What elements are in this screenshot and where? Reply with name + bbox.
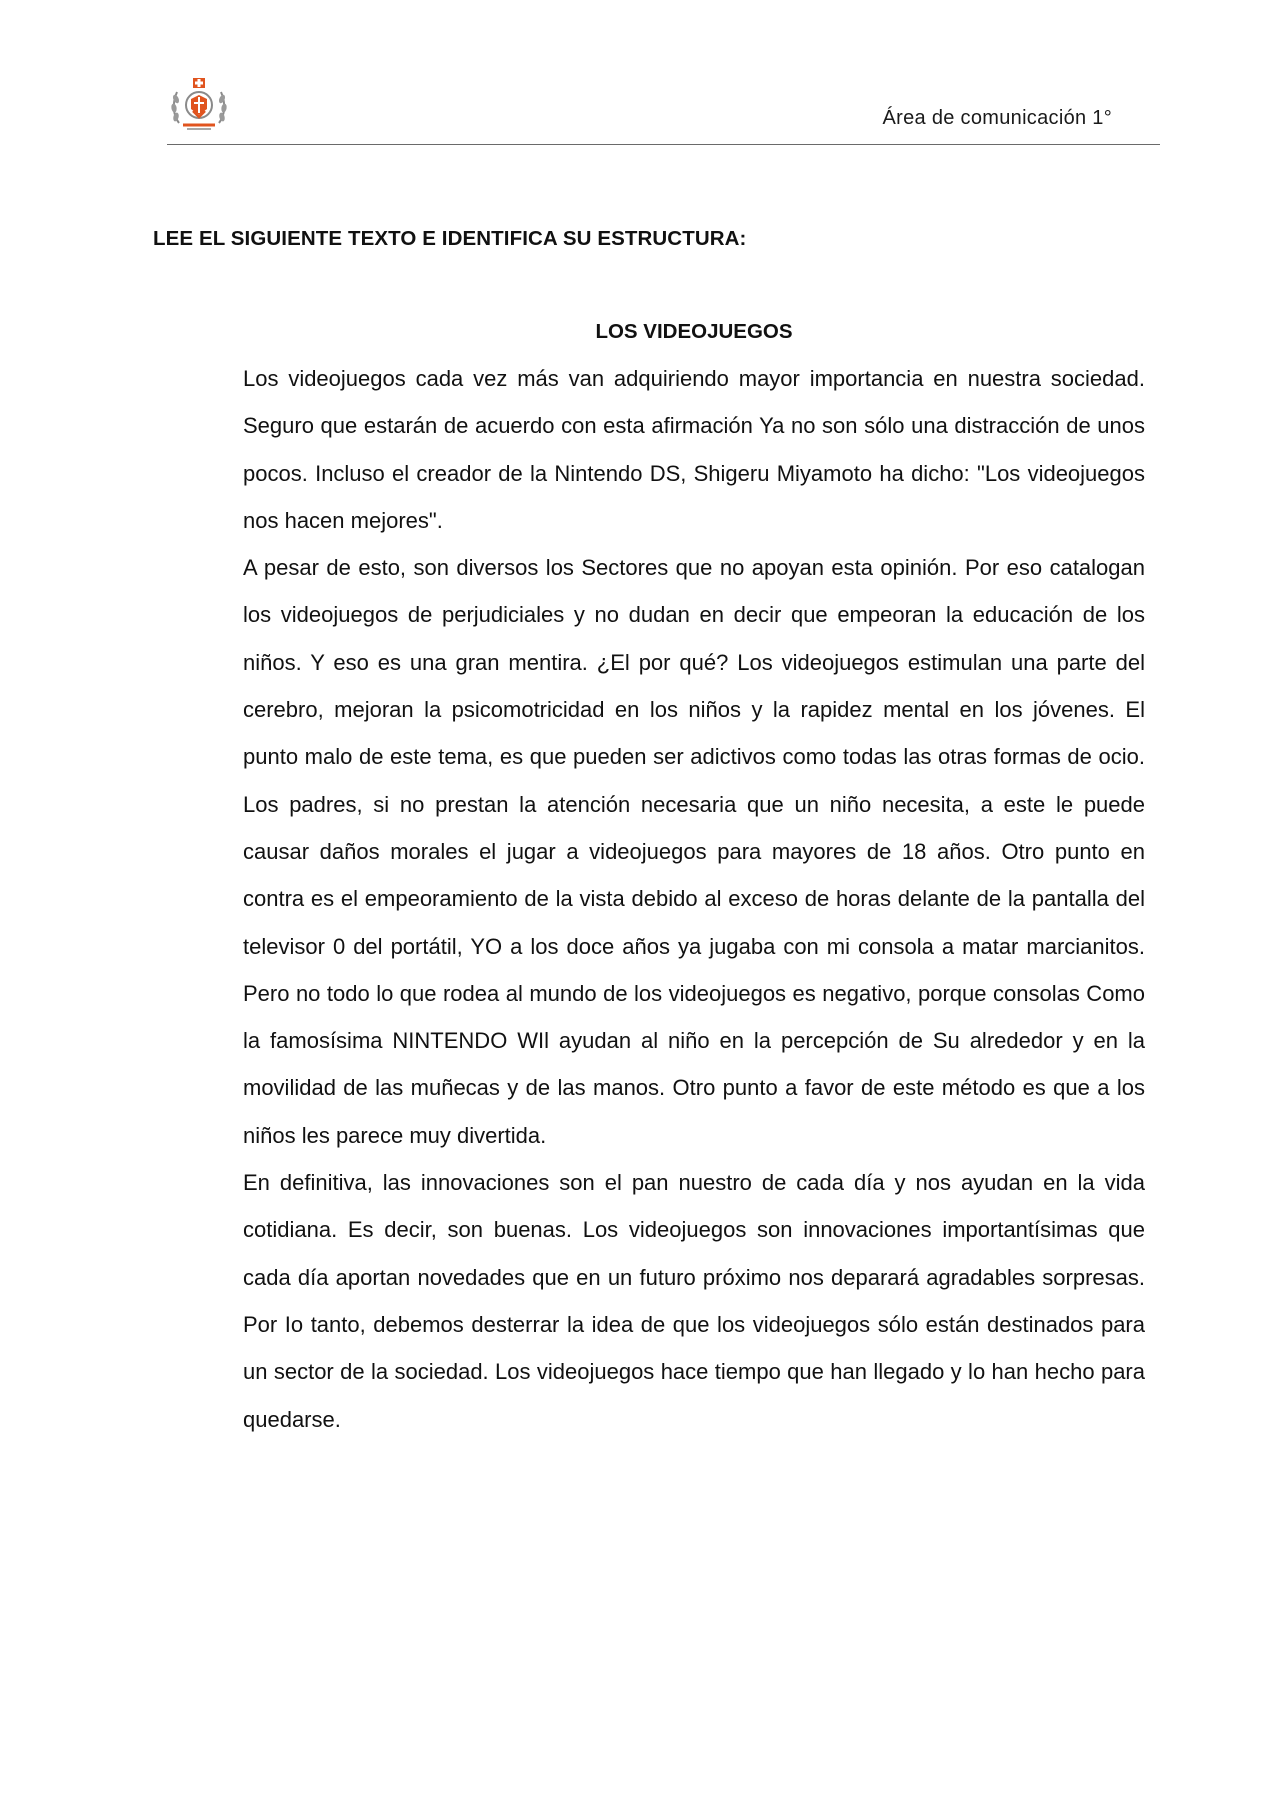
article-paragraph-1: Los videojuegos cada vez más van adquiriendo mayor importancia en nuestra sociedad. Seguro que estarán de acuerdo con esta afirmación Ya no son sólo una distracción de unos pocos. Incluso el creador de la Nintendo DS, Shigeru Miyamoto ha dicho: "Los videojuegos nos hacen mejores". bbox=[243, 366, 1145, 533]
article-body bbox=[243, 355, 1145, 1443]
article-title: LOS VIDEOJUEGOS bbox=[595, 320, 793, 343]
article-paragraph-3: En definitiva, las innovaciones son el pan nuestro de cada día y nos ayudan en la vida cotidiana. Es decir, son buenas. Los videojuegos son innovaciones importantísimas que cada día aportan novedades que en un futuro próximo nos deparará agradables sorpresas. Por Io tanto, debemos desterrar la idea de que los videojuegos sólo están destinados para un sector de la sociedad. Los videojuegos hace tiempo que han llegado y lo han hecho para quedarse. bbox=[243, 1170, 1145, 1432]
header-subject-title: Área de comunicación 1° bbox=[882, 107, 1112, 129]
page-header bbox=[167, 70, 1160, 145]
instruction-heading: LEE EL SIGUIENTE TEXTO E IDENTIFICA SU ESTRUCTURA: bbox=[153, 227, 747, 250]
school-emblem-icon bbox=[169, 75, 229, 133]
article-paragraph-2: A pesar de esto, son diversos los Sectores que no apoyan esta opinión. Por eso catalogan los videojuegos de perjudiciales y no dudan en decir que empeoran la educación de los niños. Y eso es una gran mentira. ¿El por qué? Los videojuegos estimulan una parte del cerebro, mejoran la psicomotricidad en los niños y la rapidez mental en los jóvenes. El punto malo de este tema, es que pueden ser adictivos como todas las otras formas de ocio. Los padres, si no prestan la atención necesaria que un niño necesita, a este le puede causar daños morales el jugar a videojuegos para mayores de 18 años. Otro punto en contra es el empeoramiento de la vista debido al exceso de horas delante de la pantalla del televisor 0 del portátil, YO a los doce años ya jugaba con mi consola a matar marcianitos. Pero no todo lo que rodea al mundo de los videojuegos es negativo, porque consolas Como la famosísima NINTENDO WIl ayudan al niño en la percepción de Su alrededor y en la movilidad de las muñecas y de las manos. Otro punto a favor de este método es que a los niños les parece muy divertida. bbox=[243, 555, 1145, 1148]
